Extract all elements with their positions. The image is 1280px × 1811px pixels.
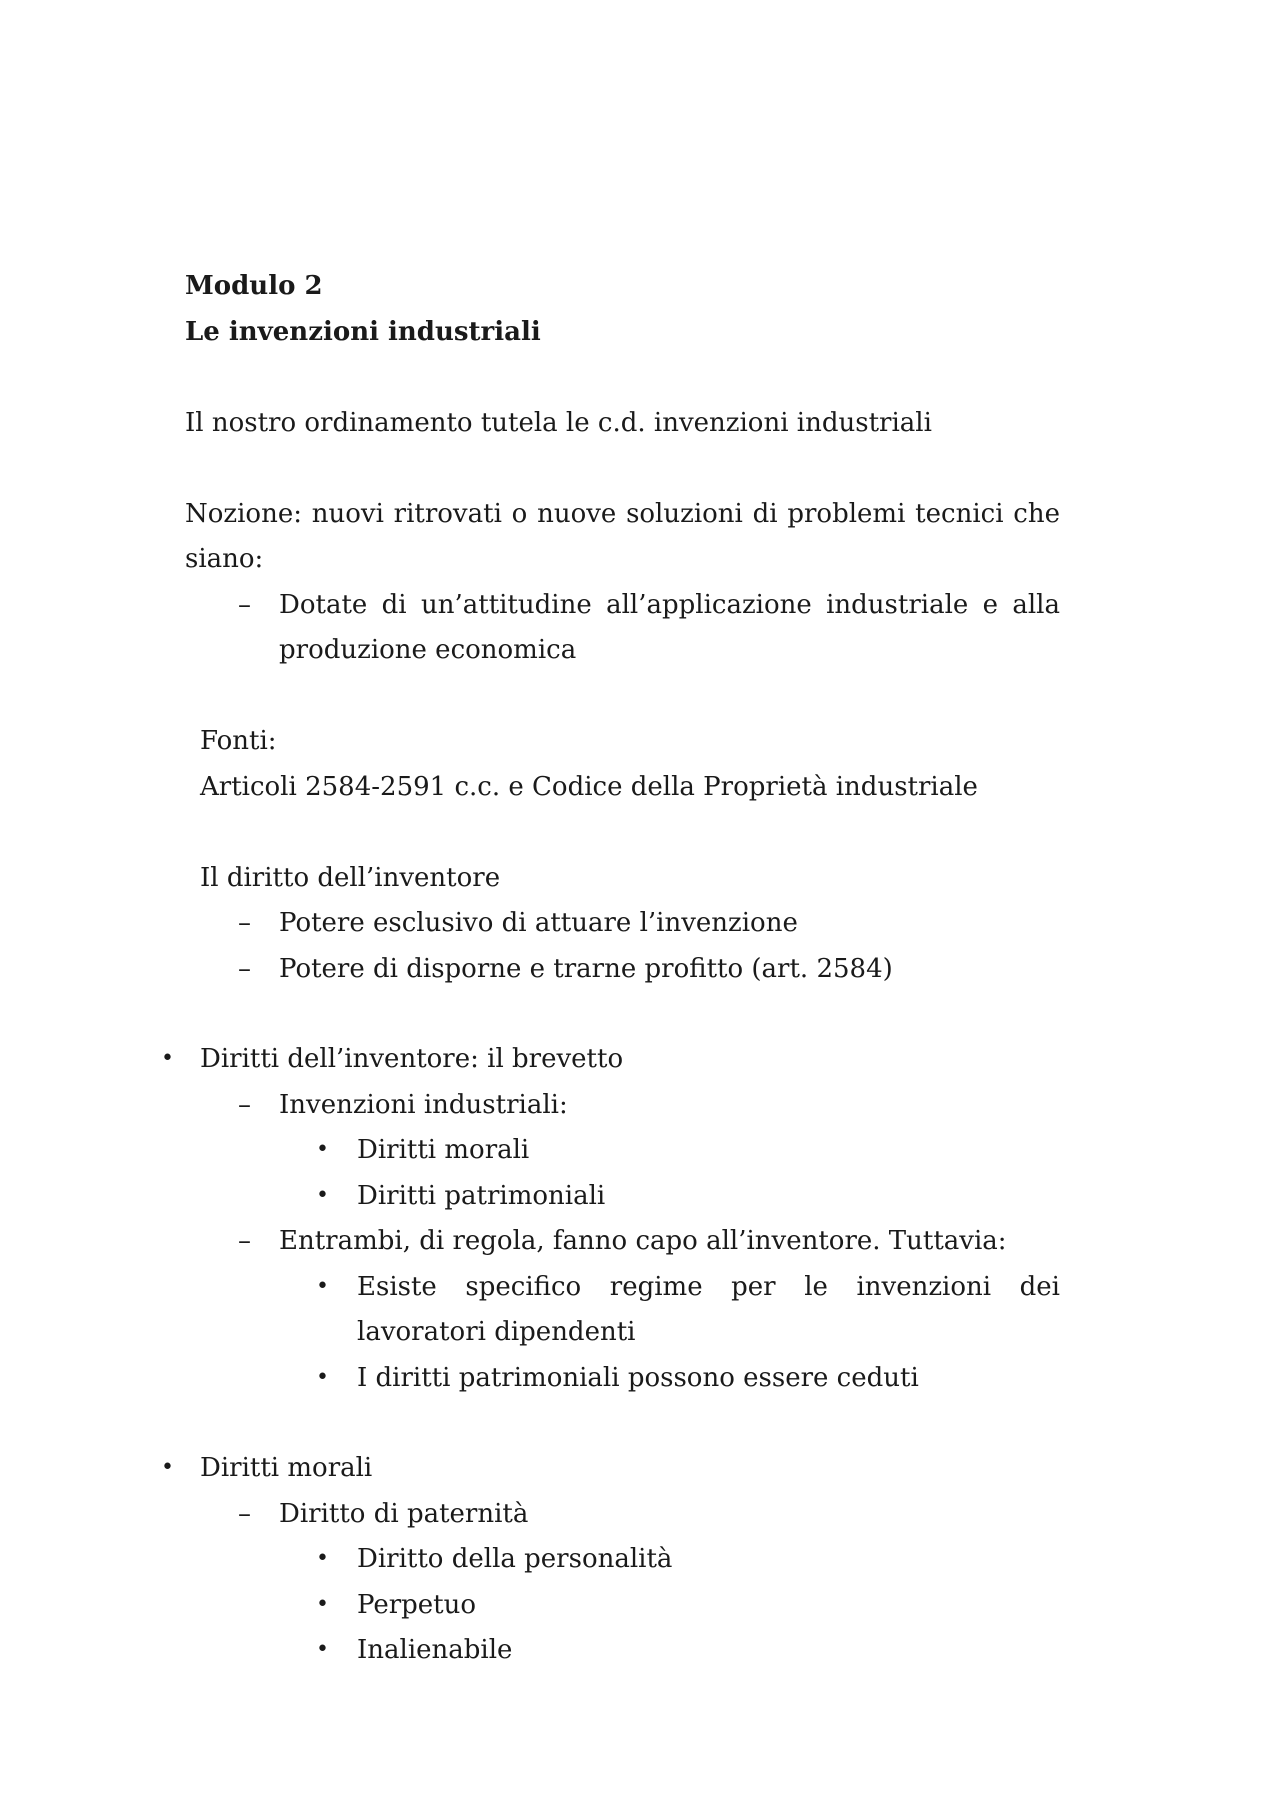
- bullet-marker: •: [316, 1637, 329, 1662]
- diritto-inventore-title: Il diritto dell’inventore: [200, 863, 501, 893]
- bullet-marker: •: [316, 1365, 329, 1390]
- word: per: [731, 1272, 776, 1302]
- list-item: Inalienabile: [357, 1635, 513, 1665]
- bullet-marker: •: [316, 1137, 329, 1162]
- word: Nozione:: [185, 499, 302, 529]
- dash-marker: –: [238, 1226, 251, 1256]
- list-item: Diritti patrimoniali: [357, 1181, 606, 1211]
- word: regime: [609, 1272, 703, 1302]
- list-item: Diritti morali: [357, 1135, 530, 1165]
- bullet-marker: •: [316, 1274, 329, 1299]
- word: o: [511, 499, 528, 529]
- word: specifico: [465, 1272, 582, 1302]
- word: soluzioni: [626, 499, 743, 529]
- word: nuovi: [311, 499, 384, 529]
- word: Esiste: [357, 1272, 437, 1302]
- word: Dotate: [279, 590, 368, 620]
- word: nuove: [537, 499, 617, 529]
- page-title: Le invenzioni industriali: [185, 317, 541, 347]
- word: alla: [1012, 590, 1060, 620]
- nozione-line-1: [185, 496, 1060, 532]
- bullet-marker: •: [316, 1546, 329, 1571]
- dash-marker: –: [238, 1499, 251, 1529]
- nozione-line-2: siano:: [185, 544, 264, 574]
- dash-marker: –: [238, 1090, 251, 1120]
- bullet-marker: •: [161, 1046, 174, 1071]
- dash-marker: –: [238, 908, 251, 938]
- word: tecnici: [915, 499, 1004, 529]
- diritti-morali-title: Diritti morali: [200, 1453, 373, 1483]
- bullet-marker: •: [161, 1455, 174, 1480]
- word: industriale: [826, 590, 969, 620]
- bullet-marker: •: [316, 1592, 329, 1617]
- fonti-text: Articoli 2584-2591 c.c. e Codice della Proprietà industriale: [200, 772, 978, 802]
- word: le: [804, 1272, 828, 1302]
- fonti-label: Fonti:: [200, 726, 277, 756]
- list-item: Perpetuo: [357, 1590, 477, 1620]
- list-item-line-2: lavoratori dipendenti: [357, 1317, 636, 1347]
- list-item: I diritti patrimoniali possono essere ceduti: [357, 1363, 919, 1393]
- list-item-line-1: [357, 1269, 1060, 1305]
- list-item: Diritto della personalità: [357, 1544, 673, 1574]
- word: all’applicazione: [606, 590, 812, 620]
- nozione-item-line-2: produzione economica: [279, 635, 577, 665]
- bullet-marker: •: [316, 1183, 329, 1208]
- intro-paragraph: Il nostro ordinamento tutela le c.d. invenzioni industriali: [185, 408, 932, 438]
- sub-heading: Entrambi, di regola, fanno capo all’inventore. Tuttavia:: [279, 1226, 1007, 1256]
- word: di: [381, 590, 407, 620]
- list-item: Potere esclusivo di attuare l’invenzione: [279, 908, 798, 938]
- word: ritrovati: [393, 499, 502, 529]
- dash-marker: –: [238, 590, 251, 620]
- module-heading: Modulo 2: [185, 271, 323, 301]
- word: e: [982, 590, 999, 620]
- word: invenzioni: [856, 1272, 992, 1302]
- brevetto-title: Diritti dell’inventore: il brevetto: [200, 1044, 624, 1074]
- sub-heading: Diritto di paternità: [279, 1499, 529, 1529]
- dash-marker: –: [238, 954, 251, 984]
- list-item: Potere di disporne e trarne profitto (art. 2584): [279, 954, 893, 984]
- word: dei: [1019, 1272, 1060, 1302]
- word: problemi: [787, 499, 906, 529]
- sub-heading: Invenzioni industriali:: [279, 1090, 568, 1120]
- word: che: [1013, 499, 1060, 529]
- nozione-item-line-1: [279, 587, 1060, 623]
- word: un’attitudine: [420, 590, 592, 620]
- word: di: [752, 499, 778, 529]
